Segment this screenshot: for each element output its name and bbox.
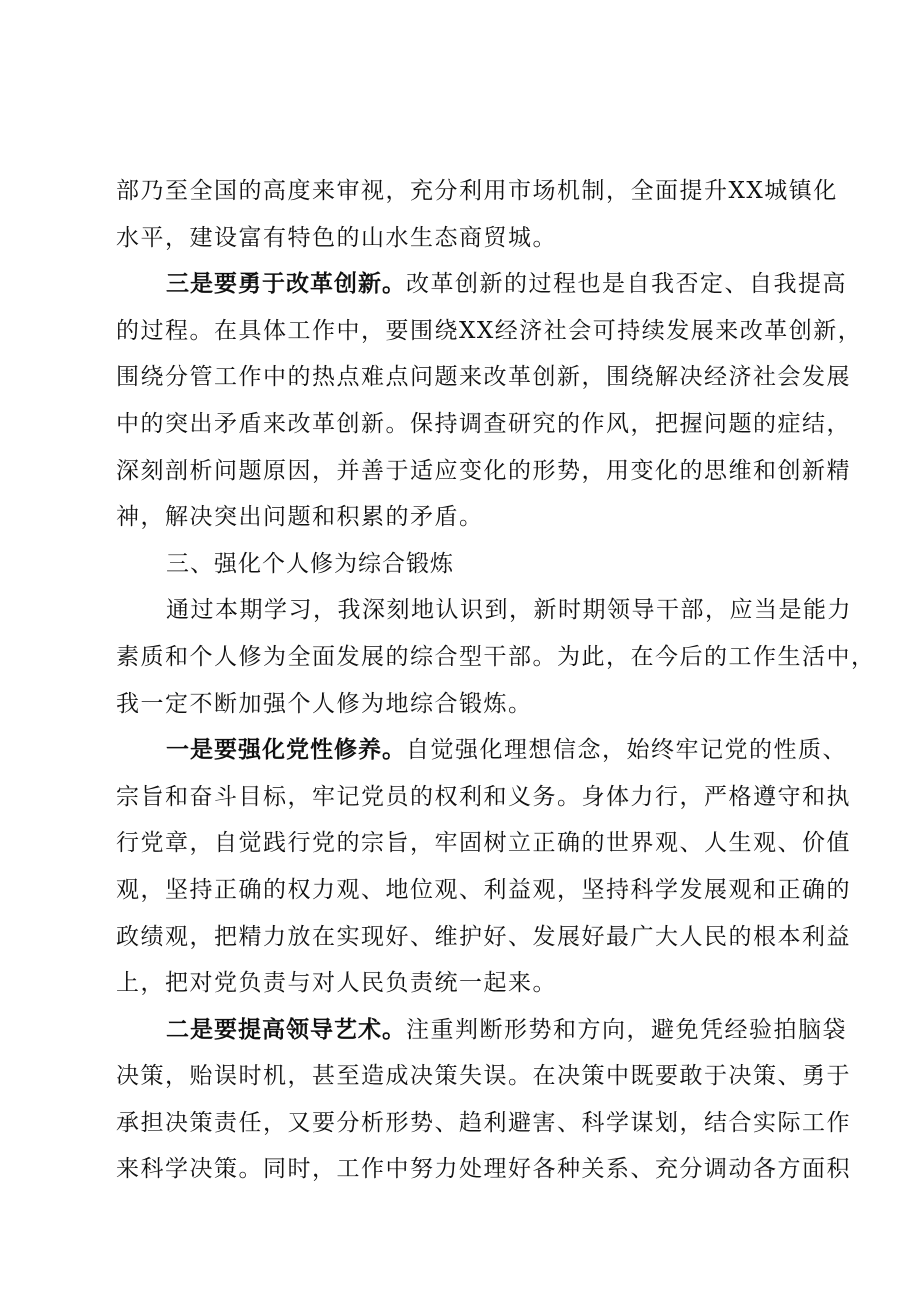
paragraph-first-line [116, 261, 847, 308]
paragraph-line: 来科学决策。同时，工作中努力处理好各种关系、充分调动各方面积 [116, 1156, 851, 1183]
paragraph-line-text: 注重判断形势和方向，避免凭经验拍脑袋 [406, 1016, 847, 1043]
paragraph-line: 的过程。在具体工作中，要围绕XX经济社会可持续发展来改革创新， [116, 317, 863, 344]
paragraph-line: 宗旨和奋斗目标，牢记党员的权利和义务。身体力行，严格遵守和执 [116, 783, 851, 810]
paragraph-line: 神，解决突出问题和积累的矛盾。 [116, 504, 484, 531]
paragraph-first-line [116, 727, 847, 774]
paragraph-line: 我一定不断加强个人修为地综合锻炼。 [116, 690, 533, 717]
paragraph-line-text: 自觉强化理想信念，始终牢记党的性质、 [406, 737, 847, 764]
paragraph-line: 政绩观，把精力放在实现好、维护好、发展好最广大人民的根本利益 [116, 923, 851, 950]
paragraph-line-text: 改革创新的过程也是自我否定、自我提高 [406, 271, 847, 298]
paragraph-line: 观，坚持正确的权力观、地位观、利益观，坚持科学发展观和正确的 [116, 876, 851, 903]
paragraph-first-line [116, 1007, 847, 1054]
paragraph-line: 行党章，自觉践行党的宗旨，牢固树立正确的世界观、人生观、价值 [116, 830, 851, 857]
paragraph-line: 部乃至全国的高度来审视，充分利用市场机制，全面提升XX城镇化 [116, 178, 838, 204]
paragraph-line: 深刻剖析问题原因，并善于适应变化的形势，用变化的思维和创新精 [116, 457, 851, 484]
paragraph-lead: 二是要提高领导艺术。 [166, 1016, 406, 1043]
paragraph-lead: 一是要强化党性修养。 [166, 737, 406, 764]
paragraph-line: 中的突出矛盾来改革创新。保持调查研究的作风，把握问题的症结， [116, 410, 851, 437]
paragraph-line: 决策，贻误时机，甚至造成决策失误。在决策中既要敢于决策、勇于 [116, 1063, 851, 1090]
paragraph-line: 承担决策责任，又要分析形势、趋利避害、科学谋划，结合实际工作 [116, 1109, 851, 1136]
paragraph-line: 水平，建设富有特色的山水生态商贸城。 [116, 224, 557, 251]
paragraph-line: 上，把对党负责与对人民负责统一起来。 [116, 970, 557, 997]
body-text [116, 168, 876, 1193]
section-heading: 三、强化个人修为综合锻炼 [166, 550, 454, 577]
paragraph-lead: 三是要勇于改革创新。 [166, 271, 406, 298]
paragraph-line: 素质和个人修为全面发展的综合型干部。为此，在今后的工作生活中， [116, 643, 876, 670]
paragraph-first-line: 通过本期学习，我深刻地认识到，新时期领导干部，应当是能力 [166, 597, 852, 624]
paragraph-line: 围绕分管工作中的热点难点问题来改革创新，围绕解决经济社会发展 [116, 364, 851, 391]
